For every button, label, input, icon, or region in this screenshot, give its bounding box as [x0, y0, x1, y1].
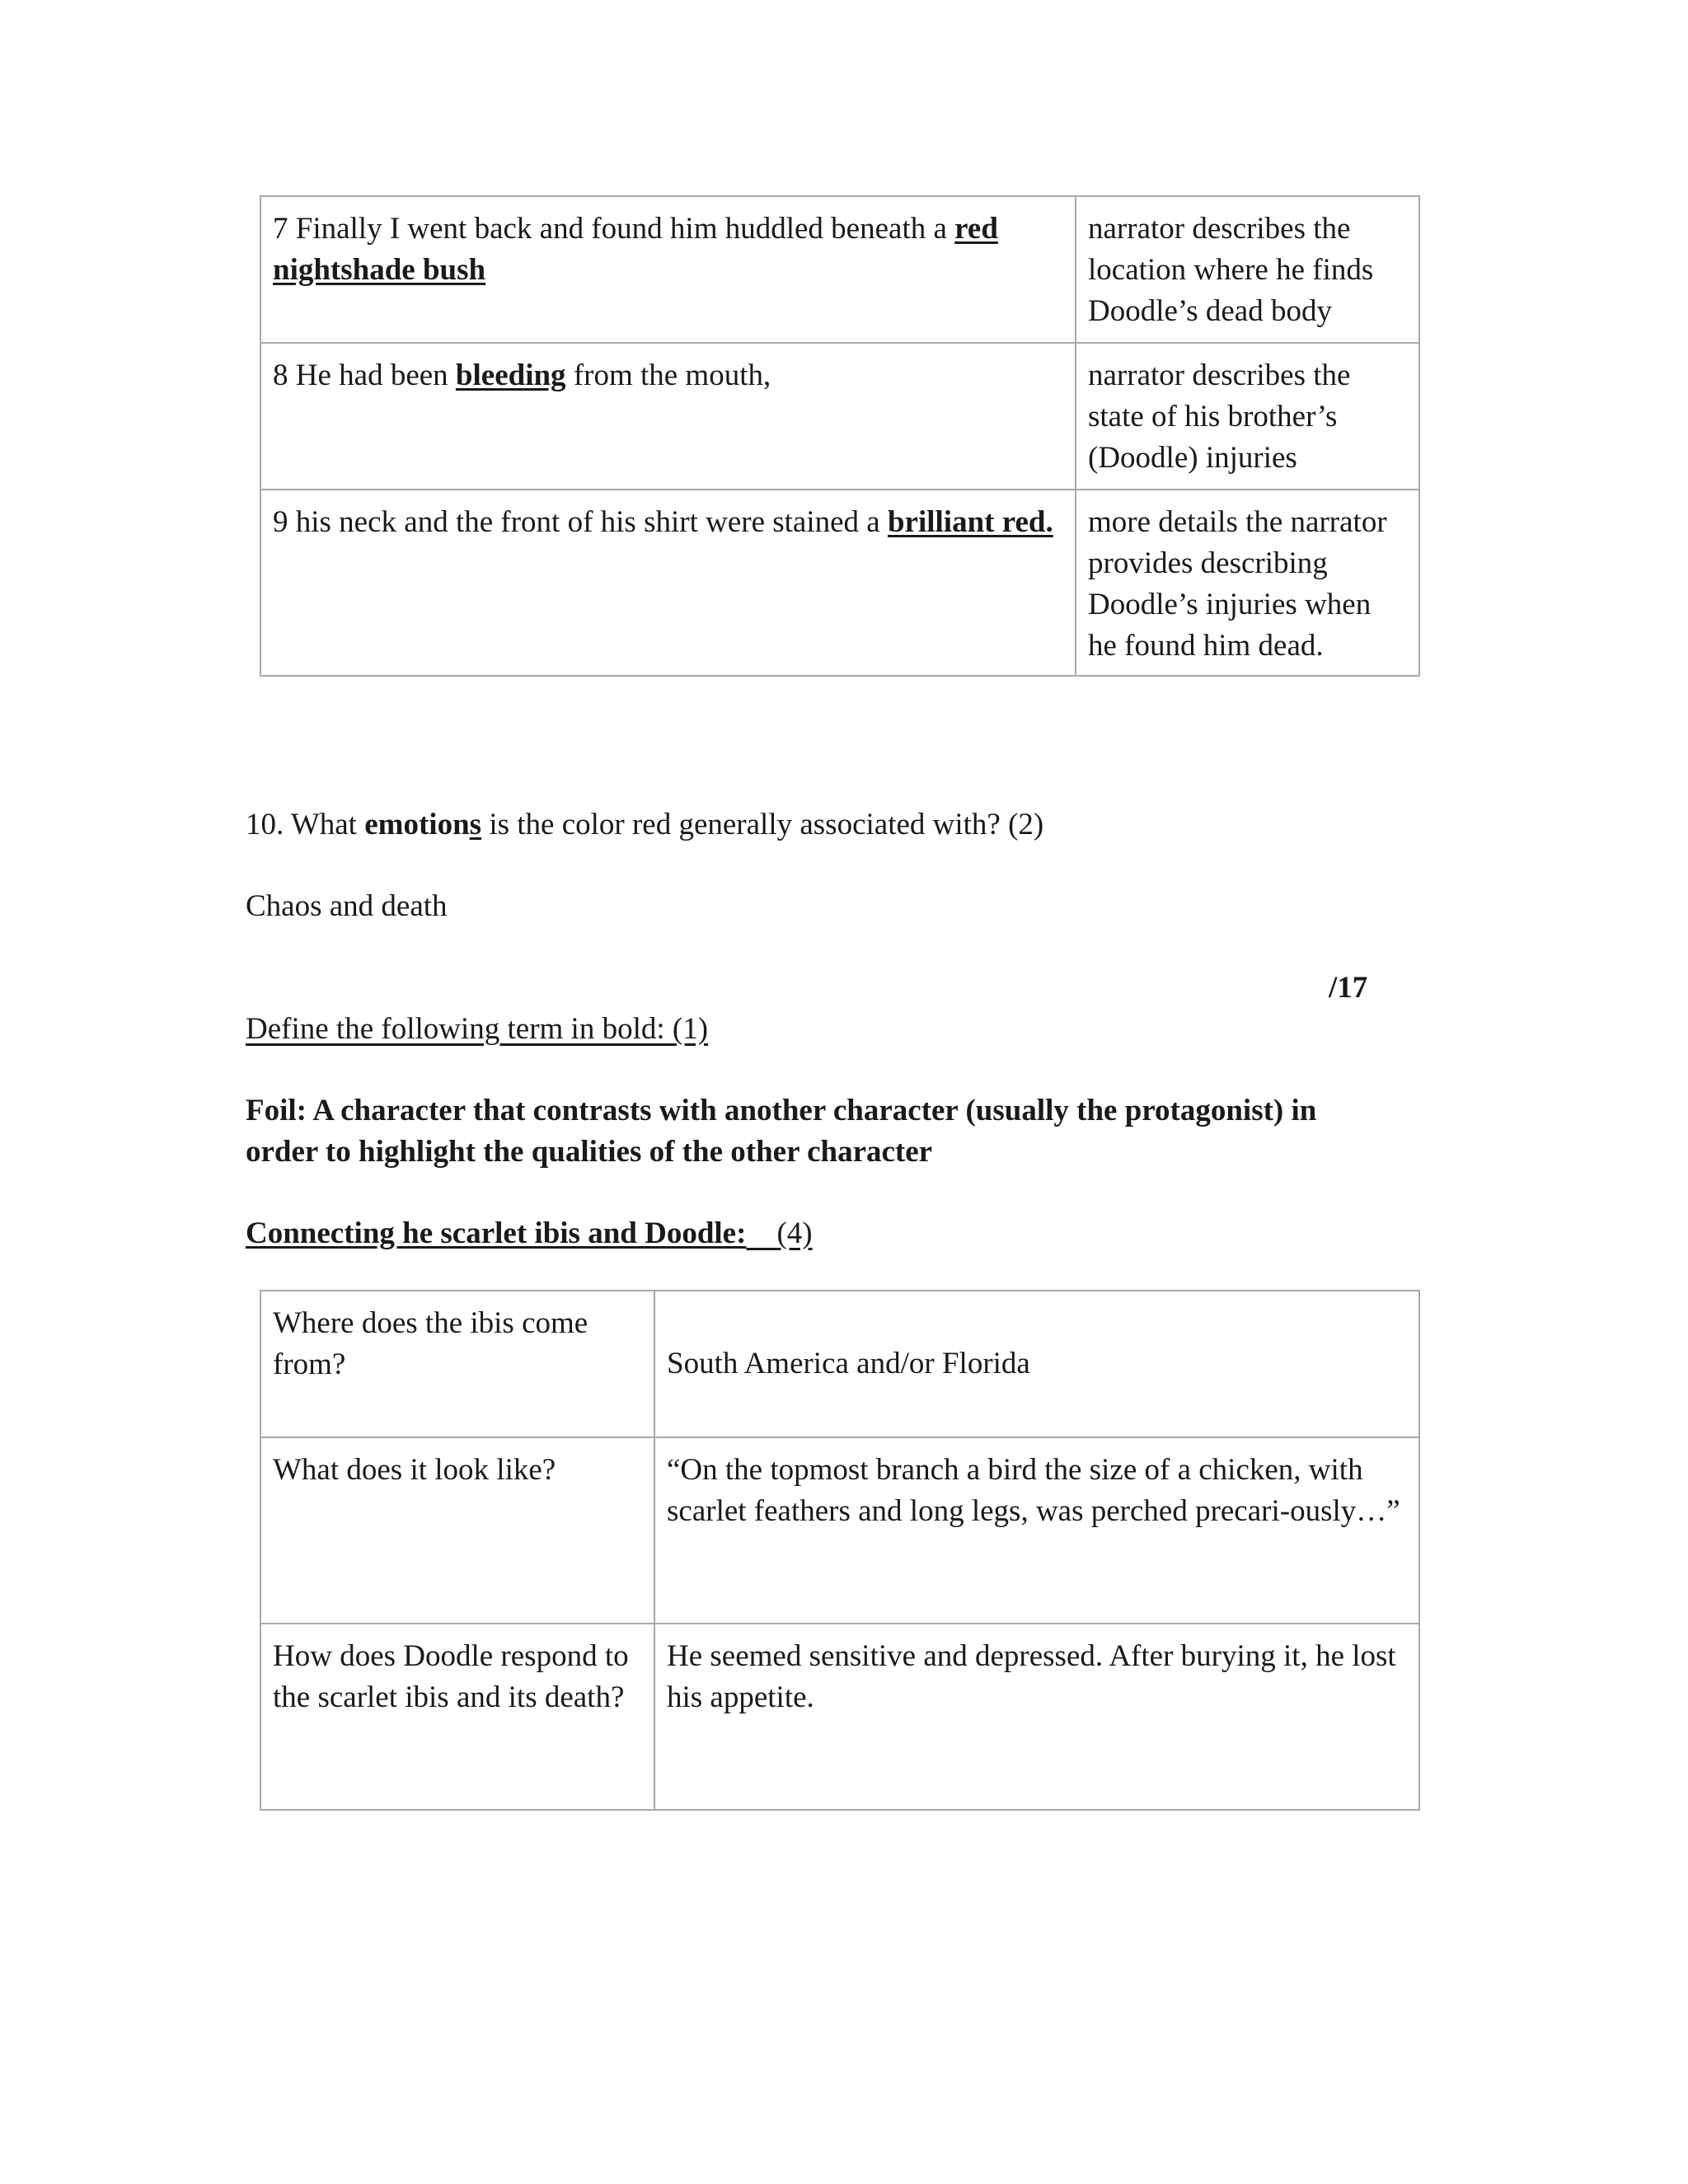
- table-row: [260, 1437, 1419, 1624]
- score-total: /17: [1329, 971, 1368, 1005]
- question-10-answer: Chaos and death: [246, 889, 448, 923]
- quote-analysis-table: [260, 195, 1420, 677]
- answer-cell: [654, 1624, 1419, 1810]
- quote-cell: [260, 343, 1076, 490]
- quote-cell: [260, 490, 1076, 676]
- question-text: 10. What: [246, 808, 365, 841]
- row-answer: He seemed sensitive and depressed. After burying it, he lost his appetite.: [667, 1639, 1396, 1714]
- quote-text: 8 He had been: [273, 359, 456, 392]
- quote-text: 9 his neck and the front of his shirt were stained a: [273, 505, 888, 539]
- question-cell: [260, 1624, 654, 1810]
- table-row: [260, 343, 1419, 490]
- question-emphasis: emotion: [364, 808, 470, 841]
- question-emphasis-underlined: s: [469, 808, 482, 841]
- answer-cell: [654, 1291, 1419, 1437]
- table-row: [260, 196, 1419, 343]
- table-row: [260, 1624, 1419, 1810]
- connecting-title: Connecting he scarlet ibis and Doodle:: [246, 1216, 747, 1250]
- row-answer: “On the topmost branch a bird the size of a chicken, with scarlet feathers and long legs, was perched precari-ously…”: [667, 1453, 1400, 1528]
- table-row: [260, 1291, 1419, 1437]
- narrator-note: narrator describes the state of his brother’s (Doodle) injuries: [1088, 359, 1351, 475]
- row-question: How does Doodle respond to the scarlet ibis and its death?: [273, 1639, 629, 1714]
- quote-text-end: from the mouth,: [565, 359, 771, 392]
- define-heading: Define the following term in bold: (1): [246, 1012, 709, 1046]
- narrator-note: narrator describes the location where he finds Doodle’s dead body: [1088, 212, 1374, 328]
- quote-text: 7 Finally I went back and found him huddled beneath a: [273, 212, 955, 246]
- quote-cell: [260, 196, 1076, 343]
- table-row: [260, 490, 1419, 676]
- question-10: [246, 804, 1043, 846]
- answer-cell: [654, 1437, 1419, 1624]
- connecting-spacer: [746, 1216, 776, 1250]
- note-cell: [1076, 343, 1419, 490]
- connecting-points: (4): [776, 1216, 813, 1250]
- quote-key-phrase: red nightshade bush: [273, 212, 998, 287]
- quote-key-phrase: brilliant red.: [887, 505, 1053, 539]
- row-answer: South America and/or Florida: [667, 1347, 1030, 1380]
- row-question: What does it look like?: [273, 1453, 556, 1487]
- note-cell: [1076, 196, 1419, 343]
- question-cell: [260, 1437, 654, 1624]
- row-question: Where does the ibis come from?: [273, 1306, 588, 1381]
- question-cell: [260, 1291, 654, 1437]
- question-text-end: is the color red generally associated with? (2): [481, 808, 1044, 841]
- foil-definition-line-1: Foil: A character that contrasts with another character (usually the protagonist) in: [246, 1094, 1317, 1127]
- ibis-doodle-table: [260, 1290, 1420, 1811]
- foil-definition-line-2: order to highlight the qualities of the other character: [246, 1135, 933, 1169]
- quote-key-phrase: bleeding: [455, 359, 566, 392]
- connecting-heading: [246, 1213, 813, 1254]
- note-cell: [1076, 490, 1419, 676]
- narrator-note: more details the narrator provides describing Doodle’s injuries when he found him dead.: [1088, 505, 1387, 663]
